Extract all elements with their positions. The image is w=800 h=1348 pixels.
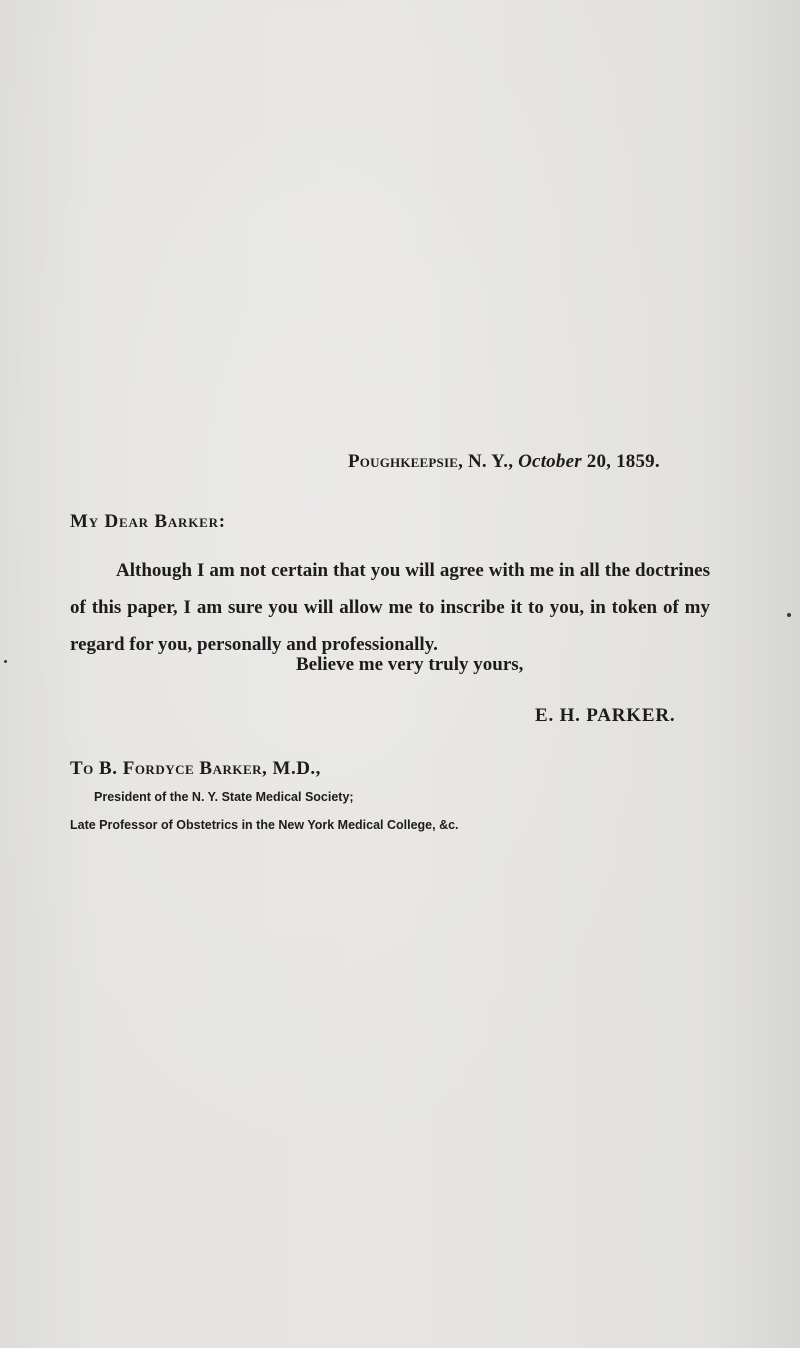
addressee (70, 758, 321, 780)
salutation: My Dear Barker: (70, 511, 226, 532)
signature: E. H. PARKER. (535, 705, 676, 726)
dateline-month: October (518, 451, 582, 472)
addressee-title: Late Professor of Obstetrics in the New York Medical College, &c. (70, 818, 459, 832)
closing: Believe me very truly yours, (296, 654, 524, 675)
paper-speck (4, 660, 7, 663)
dateline-place: Poughkeepsie, N. Y., (348, 451, 514, 472)
letter-body: Although I am not certain that you will agree with me in all the doctrines of this paper, I am sure you will allow me to inscribe it to you, in token of my regard for you, personally and professionally. (70, 560, 710, 655)
addressee-title: President of the N. Y. State Medical Society; (94, 790, 354, 804)
dateline (348, 451, 660, 473)
addressee-name: To B. Fordyce Barker, M.D., (70, 758, 321, 779)
dateline-day-year: 20, 1859. (586, 451, 660, 472)
paper-speck (787, 613, 791, 617)
